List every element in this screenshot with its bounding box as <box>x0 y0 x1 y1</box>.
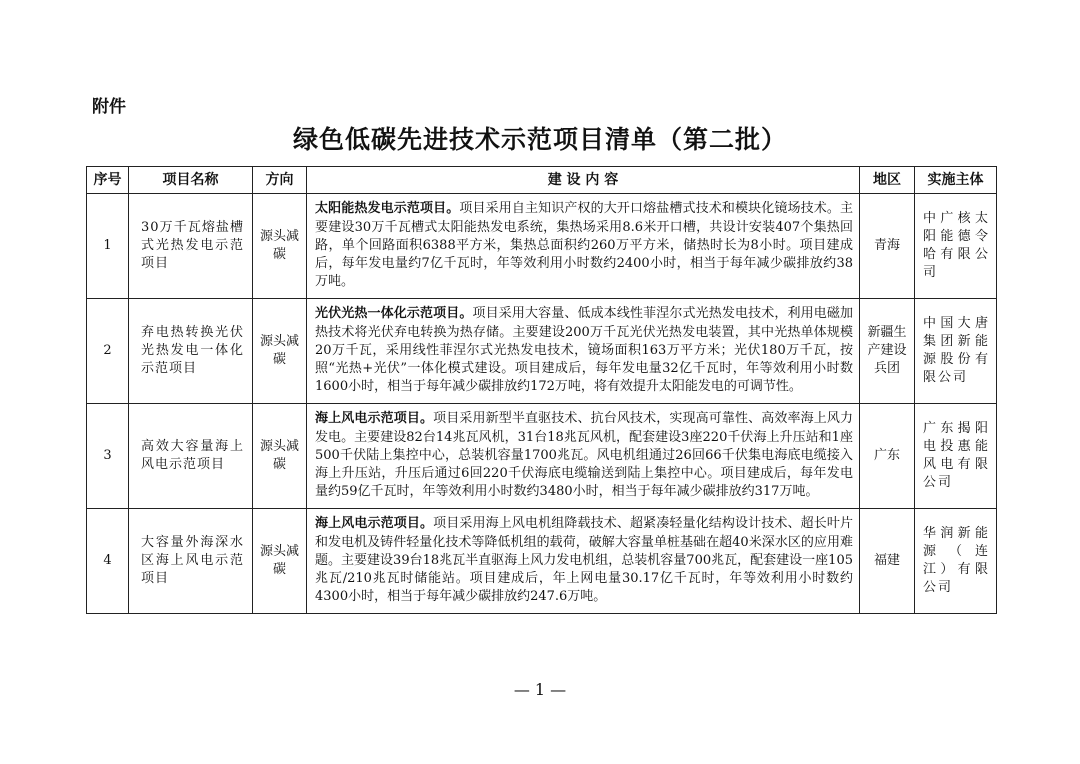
project-region: 青海 <box>860 194 915 299</box>
table-row <box>87 299 997 404</box>
project-direction: 源头减碳 <box>253 404 307 509</box>
project-entity: 中广核太阳能德令哈有限公司 <box>915 194 997 299</box>
header-region: 地区 <box>860 167 915 194</box>
project-region: 广东 <box>860 404 915 509</box>
row-number: 2 <box>87 299 129 404</box>
project-content <box>307 299 860 404</box>
header-name: 项目名称 <box>129 167 253 194</box>
page-number: — 1 — <box>513 680 567 699</box>
attachment-label: 附件 <box>92 97 126 117</box>
project-content <box>307 194 860 299</box>
row-number: 4 <box>87 509 129 614</box>
content-text: 项目采用大容量、低成本线性菲涅尔式光热发电技术，利用电磁加热技术将光伏弃电转换为热存储。主要建设200万千瓦光伏光热发电装置，其中光热单体规模20万千瓦，采用线性菲涅尔式光热发电技术，镜场面积163万平方米；光伏180万千瓦，按照“光热+光伏”一体化模式建设。项目建成后，每年发电量32亿千瓦时，年等效利用小时数1600小时，相当于每年减少碳排放约172万吨，将有效提升太阳能发电的可调节性。 <box>315 306 853 395</box>
project-name: 弃电热转换光伏光热发电一体化示范项目 <box>129 299 253 404</box>
project-direction: 源头减碳 <box>253 194 307 299</box>
project-content <box>307 509 860 614</box>
row-number: 3 <box>87 404 129 509</box>
content-heading: 太阳能热发电示范项目。 <box>315 201 460 217</box>
project-entity: 华润新能源（连江）有限公司 <box>915 509 997 614</box>
table-row <box>87 194 997 299</box>
project-direction: 源头减碳 <box>253 509 307 614</box>
header-no: 序号 <box>87 167 129 194</box>
project-name: 大容量外海深水区海上风电示范项目 <box>129 509 253 614</box>
project-table <box>86 166 997 614</box>
content-heading: 光伏光热一体化示范项目。 <box>315 306 473 322</box>
row-number: 1 <box>87 194 129 299</box>
content-heading: 海上风电示范项目。 <box>315 516 434 532</box>
header-entity: 实施主体 <box>915 167 997 194</box>
project-name: 30万千瓦熔盐槽式光热发电示范项目 <box>129 194 253 299</box>
content-text: 项目采用自主知识产权的大开口熔盐槽式技术和模块化镜场技术。主要建设30万千瓦槽式太阳能热发电系统，集热场采用8.6米开口槽，共设计安装407个集热回路，单个回路面积6388平方米，集热总面积约260万平方米，储热时长为8小时。项目建成后，每年发电量约7亿千瓦时，年等效利用小时数约2400小时，相当于每年减少碳排放约38万吨。 <box>315 201 853 290</box>
project-region: 新疆生产建设兵团 <box>860 299 915 404</box>
project-region: 福建 <box>860 509 915 614</box>
project-direction: 源头减碳 <box>253 299 307 404</box>
content-text: 项目采用新型半直驱技术、抗台风技术，实现高可靠性、高效率海上风力发电。主要建设82台14兆瓦风机，31台18兆瓦风机，配套建设3座220千伏海上升压站和1座500千伏陆上集控中心，总装机容量1700兆瓦。风电机组通过26回66千伏集电海底电缆接入海上升压站，升压后通过6回220千伏海底电缆输送到陆上集控中心。项目建成后，每年发电量约59亿千瓦时，年等效利用小时数约3480小时，相当于每年减少碳排放约317万吨。 <box>315 411 853 500</box>
project-content <box>307 404 860 509</box>
content-text: 项目采用海上风电机组降载技术、超紧凑轻量化结构设计技术、超长叶片和发电机及铸件轻量化技术等降低机组的载荷，破解大容量单桩基础在超40米深水区的应用难题。主要建设39台18兆瓦半直驱海上风力发电机组，总装机容量700兆瓦，配套建设一座105兆瓦/210兆瓦时储能站。项目建成后，年上网电量30.17亿千瓦时，年等效利用小时数约4300小时，相当于每年减少碳排放约247.6万吨。 <box>315 516 853 605</box>
document-title: 绿色低碳先进技术示范项目清单（第二批） <box>292 125 787 154</box>
table-row <box>87 404 997 509</box>
header-content: 建 设 内 容 <box>307 167 860 194</box>
project-entity: 中国大唐集团新能源股份有限公司 <box>915 299 997 404</box>
project-name: 高效大容量海上风电示范项目 <box>129 404 253 509</box>
content-heading: 海上风电示范项目。 <box>315 411 434 427</box>
table-row <box>87 509 997 614</box>
table-header-row <box>87 167 997 194</box>
header-direction: 方向 <box>253 167 307 194</box>
project-entity: 广东揭阳电投惠能风电有限公司 <box>915 404 997 509</box>
